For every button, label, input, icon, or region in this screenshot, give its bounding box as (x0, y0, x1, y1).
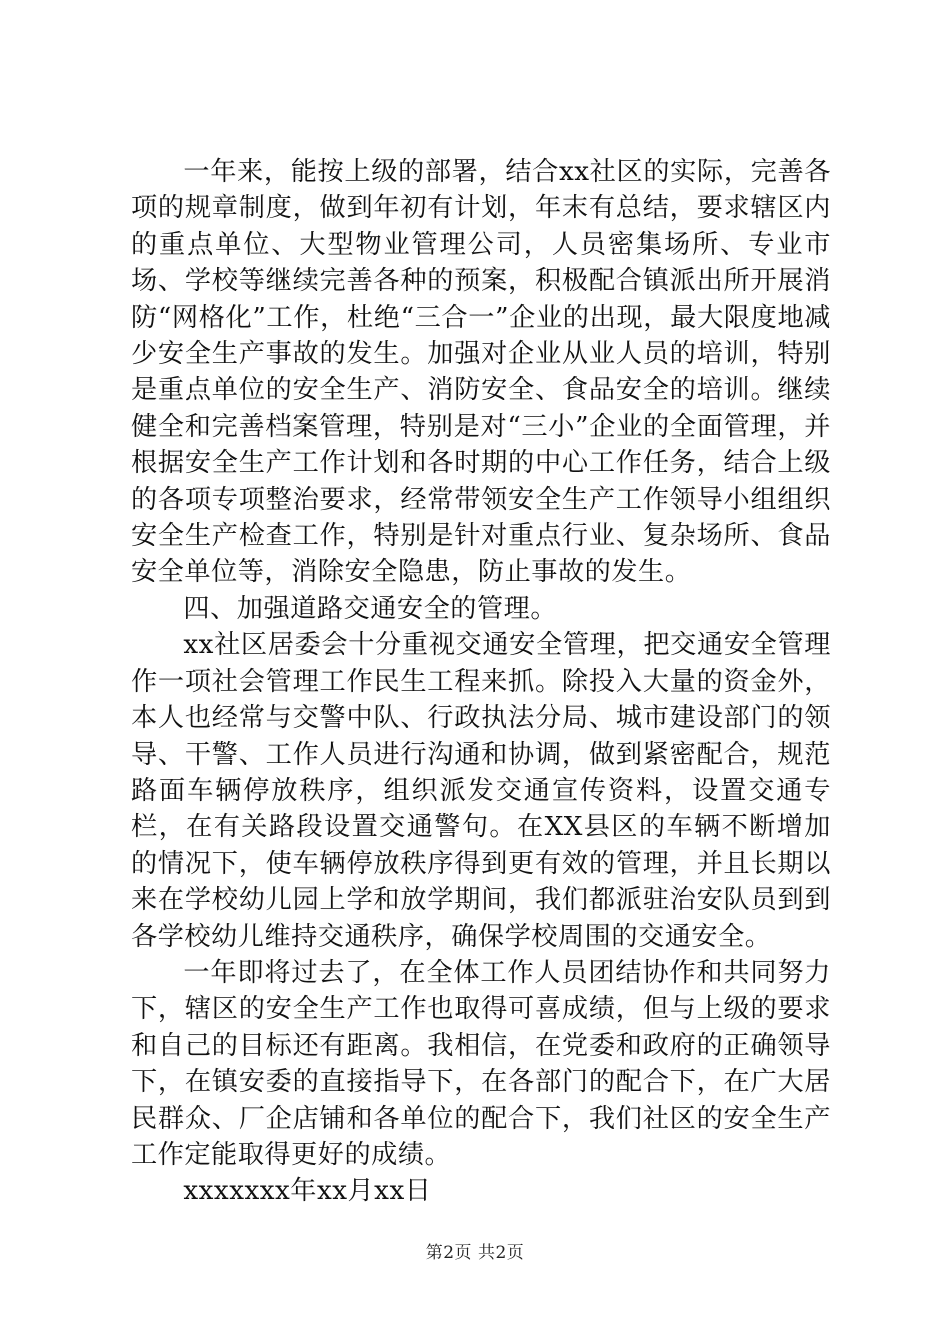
page-footer: 第2页 共2页 (425, 1243, 525, 1263)
section-heading-traffic-safety: 四、加强道路交通安全的管理。 (183, 593, 558, 624)
paragraph-traffic-management: xx社区居委会十分重视交通安全管理，把交通安全管理作一项社会管理工作民生工程来抓。除投入大量的资金外，本人也经常与交警中队、行政执法分局、城市建设部门的领导、干警、工作人员进行沟通和协调，做到紧密配合，规范路面车辆停放秩序，组织派发交通宣传资料，设置交通专栏，在有关路段设置交通警句。在XX县区的车辆不断增加的情况下，使车辆停放秩序得到更有效的管理，并且长期以来在学校幼儿园上学和放学期间，我们都派驻治安队员到到各学校幼儿维持交通秩序，确保学校周围的交通安全。 (131, 630, 831, 952)
document-body (131, 154, 831, 1210)
paragraph-conclusion: 一年即将过去了，在全体工作人员团结协作和共同努力下，辖区的安全生产工作也取得可喜成绩，但与上级的要求和自己的目标还有距离。我相信，在党委和政府的正确领导下，在镇安委的直接指导下，在各部门的配合下，在广大居民群众、厂企店铺和各单位的配合下，我们社区的安全生产工作定能取得更好的成绩。 (131, 957, 831, 1170)
paragraph-safety-management: 一年来，能按上级的部署，结合xx社区的实际，完善各项的规章制度，做到年初有计划，年末有总结，要求辖区内的重点单位、大型物业管理公司，人员密集场所、专业市场、学校等继续完善各种的预案，积极配合镇派出所开展消防“网格化”工作，杜绝“三合一”企业的出现，最大限度地减少安全生产事故的发生。加强对企业从业人员的培训，特别是重点单位的安全生产、消防安全、食品安全的培训。继续健全和完善档案管理，特别是对“三小”企业的全面管理，并根据安全生产工作计划和各时期的中心工作任务，结合上级的各项专项整治要求，经常带领安全生产工作领导小组组织安全生产检查工作，特别是针对重点行业、复杂场所、食品安全单位等，消除安全隐患，防止事故的发生。 (131, 157, 831, 588)
date-line: xxxxxxx年xx月xx日 (183, 1176, 432, 1207)
